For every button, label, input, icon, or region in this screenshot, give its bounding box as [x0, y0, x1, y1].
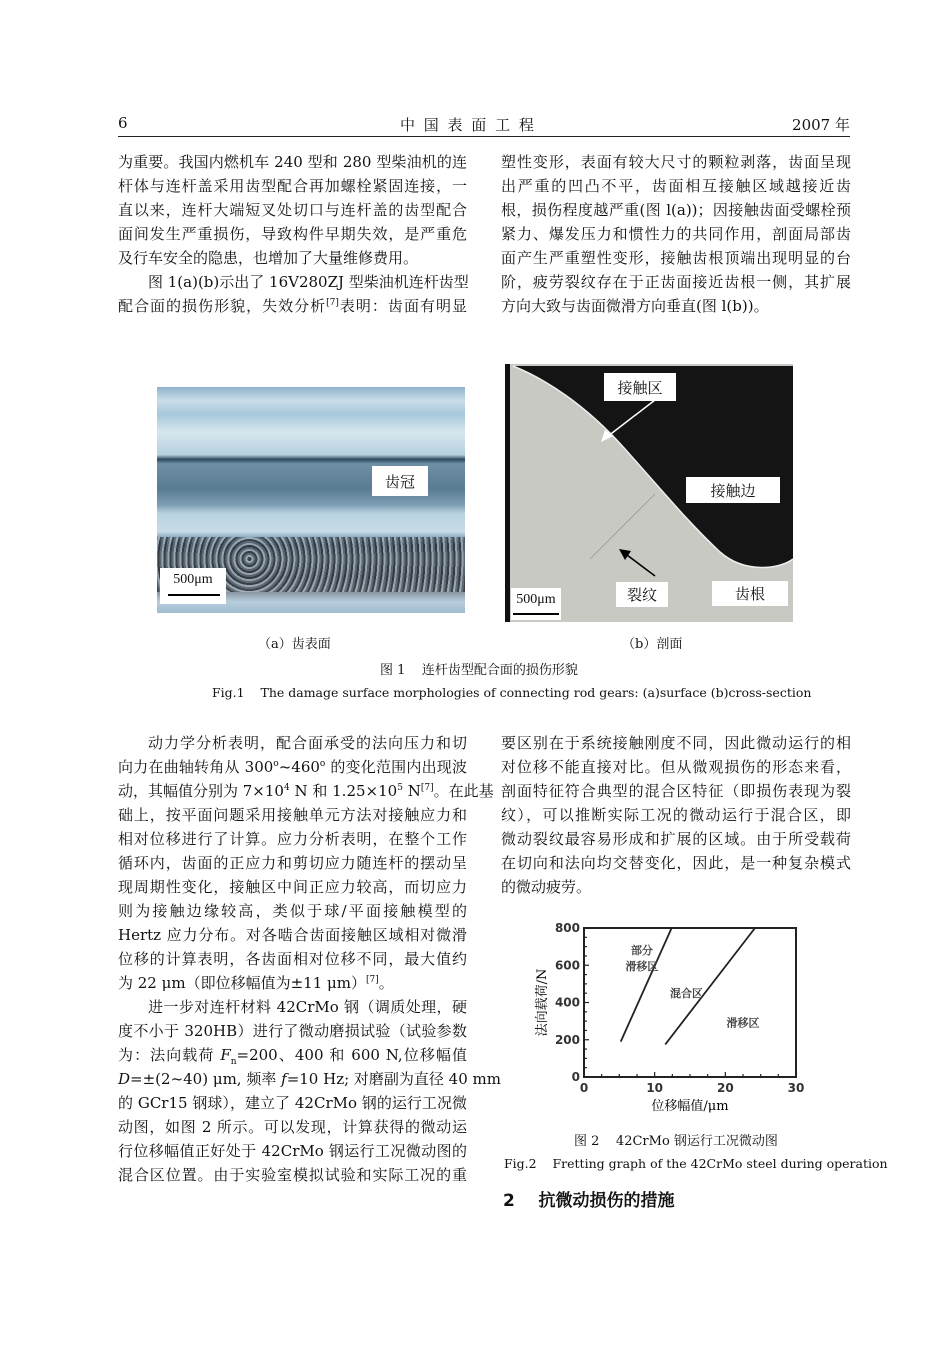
text-segment: N: [402, 782, 421, 800]
scale-bar-a-label: 500μm: [173, 572, 213, 587]
text-line: [118, 246, 467, 270]
text-line: [118, 1019, 467, 1043]
text-segment: 对位移不能直接对比。但从微观损伤的形态来看，: [501, 758, 851, 776]
text-line: [118, 1163, 467, 1187]
text-i: D: [118, 1070, 131, 1088]
y-tick-label: 600: [554, 958, 580, 973]
text-segment: 。在此基: [433, 782, 494, 800]
text-segment: 为：法向载荷: [118, 1046, 221, 1064]
text-segment: 表明：齿面有明显: [338, 297, 467, 315]
text-line: [118, 1043, 467, 1067]
text-segment: 动力学分析表明，配合面承受的法向压力和切: [148, 734, 467, 752]
text-segment: 则为接触边缘较高，类似于球/平面接触模型的: [118, 902, 467, 920]
left-column-top-text: [118, 150, 467, 318]
text-line: [118, 1115, 467, 1139]
text-line: [118, 150, 467, 174]
figure-2-caption-en: Fig.2 Fretting graph of the 42CrMo steel during operation: [504, 1156, 888, 1171]
text-line: [501, 875, 851, 899]
text-segment: 混合区位置。由于实验室模拟试验和实际工况的重: [118, 1166, 467, 1184]
text-segment: 。: [378, 974, 394, 992]
text-segment: 的 GCr15 钢球），建立了 42CrMo 钢的运行工况微: [118, 1094, 467, 1112]
right-column-top-text: [501, 150, 851, 318]
text-line: [501, 246, 851, 270]
text-segment: 相对位移进行了计算。应力分析表明，在整个工作: [118, 830, 467, 848]
journal-year: 2007 年: [792, 116, 850, 134]
text-line: [118, 198, 467, 222]
text-line: [501, 198, 851, 222]
figure-1-caption-cn: 图 1 连杆齿型配合面的损伤形貌: [380, 663, 578, 678]
text-line: [501, 731, 851, 755]
text-i: F: [220, 1046, 231, 1064]
text-line: [118, 174, 467, 198]
text-segment: 位移的计算表明，各齿面相对位移不同，最大值约: [118, 950, 467, 968]
plot-frame: [584, 928, 796, 1077]
text-segment: 动，其幅值分别为 7×10: [118, 782, 284, 800]
text-sup: 5: [397, 783, 403, 793]
region-label: 混合区: [669, 986, 703, 1000]
text-line: [501, 222, 851, 246]
text-sub: n: [230, 1057, 237, 1067]
text-segment: 杆体与连杆盖采用齿型配合再加螺栓紧固连接，一: [118, 177, 467, 195]
label-tooth-root: 齿根: [712, 581, 788, 606]
text-segment: 面间发生严重损伤，导致构件早期失效，是严重危: [118, 225, 467, 243]
journal-title: 中 国 表 面 工 程: [400, 116, 536, 134]
label-contact-edge: 接触边: [686, 477, 780, 503]
text-sup: 4: [283, 783, 290, 793]
region-label: 滑移区: [625, 960, 659, 974]
y-axis-label: 法向载荷/N: [535, 968, 550, 1037]
text-line: [118, 731, 467, 755]
text-line: [118, 1091, 467, 1115]
text-line: [118, 899, 467, 923]
text-line: [118, 803, 467, 827]
text-sup: [7]: [366, 975, 379, 985]
text-line: [118, 1139, 467, 1163]
text-segment: 进一步对连杆材料 42CrMo 钢（调质处理，硬: [148, 998, 467, 1016]
figure-2-caption-cn: 图 2 42CrMo 钢运行工况微动图: [574, 1134, 778, 1149]
text-segment: 向力在曲轴转角从 300: [118, 758, 274, 776]
right-column-bottom-text: [501, 731, 851, 899]
y-tick-label: 800: [554, 921, 580, 935]
section-2-heading: 2 抗微动损伤的措施: [503, 1191, 675, 1211]
text-line: [118, 1067, 501, 1091]
label-tooth-crown: 齿冠: [372, 466, 428, 496]
text-segment: 微动裂纹最容易形成和扩展的区域。由于所受载荷: [501, 830, 851, 848]
header-rule: [118, 136, 850, 137]
text-line: [501, 150, 851, 174]
text-segment: 的微动疲劳。: [501, 878, 592, 896]
text-line: [501, 851, 851, 875]
figure-1-caption-en: Fig.1 The damage surface morphologies of connecting rod gears: (a)surface (b)cross-section: [212, 685, 812, 700]
text-line: [118, 875, 467, 899]
text-segment: 直以来，连杆大端短叉处切口与连杆盖的齿型配合: [118, 201, 467, 219]
text-line: [501, 755, 851, 779]
x-tick-label: 0: [579, 1081, 589, 1095]
text-line: [501, 270, 851, 294]
text-sup: o: [273, 759, 279, 769]
text-segment: 及行车安全的隐患，也增加了大量维修费用。: [118, 249, 419, 267]
text-line: [501, 803, 851, 827]
text-line: [118, 971, 467, 995]
text-sup: [7]: [420, 783, 434, 793]
page-number: 6: [118, 114, 128, 132]
text-segment: 为重要。我国内燃机车 240 型和 280 型柴油机的连: [118, 153, 467, 171]
text-segment: 剖面特征符合典型的混合区特征（即损伤表现为裂: [501, 782, 851, 800]
text-segment: 在切向和法向均交替变化，因此，是一种复杂模式: [501, 854, 851, 872]
text-line: [501, 779, 851, 803]
text-line: [118, 995, 467, 1019]
label-contact-zone: 接触区: [604, 373, 676, 401]
text-segment: 紧力、爆发压力和惯性力的共同作用，剖面局部齿: [501, 225, 851, 243]
scale-bar-b: [511, 588, 561, 620]
text-line: [501, 174, 851, 198]
text-segment: =10 Hz; 对磨副为直径 40 mm: [286, 1070, 501, 1088]
text-line: [118, 294, 467, 318]
scale-bar-b-label: 500μm: [516, 592, 556, 607]
label-crack: 裂纹: [616, 582, 668, 607]
text-segment: N 和 1.25×10: [289, 782, 398, 800]
text-line: [118, 923, 467, 947]
text-segment: 度不小于 320HB）进行了微动磨损试验（试验参数: [118, 1022, 467, 1040]
text-segment: 的变化范围内出现波: [325, 758, 467, 776]
text-segment: 图 1(a)(b)示出了 16V280ZJ 型柴油机连杆齿型: [148, 273, 469, 291]
text-segment: 要区别在于系统接触刚度不同，因此微动运行的相: [501, 734, 851, 752]
text-segment: 础上，按平面问题采用接触单元方法对接触应力和: [118, 806, 467, 824]
text-segment: 面产生严重塑性变形，接触齿根顶端出现明显的台: [501, 249, 851, 267]
region-label: 部分: [630, 944, 653, 958]
text-segment: 配合面的损伤形貌，失效分析: [118, 297, 327, 315]
scale-bar-a: [160, 568, 226, 604]
x-tick-label: 10: [646, 1081, 664, 1095]
text-segment: ~460: [278, 758, 320, 776]
text-line: [118, 851, 467, 875]
text-segment: =200、400 和 600 N,位移幅值: [236, 1046, 467, 1064]
text-segment: 动图，如图 2 所示。可以发现，计算获得的微动运: [118, 1118, 467, 1136]
text-line: [118, 270, 467, 294]
text-segment: 阶，疲劳裂纹存在于正齿面接近齿根一侧，其扩展: [501, 273, 851, 291]
y-tick-label: 400: [554, 995, 580, 1010]
figure-1b-subcaption: （b）剖面: [622, 637, 683, 652]
text-sup: o: [319, 759, 326, 769]
text-segment: 行位移幅值正好处于 42CrMo 钢运行工况微动图的: [118, 1142, 467, 1160]
text-line: [118, 827, 467, 851]
text-segment: 现周期性变化，接触区中间正应力较高，而切应力: [118, 878, 467, 896]
text-line: [118, 222, 467, 246]
text-segment: =±(2~40) μm, 频率: [130, 1070, 282, 1088]
x-tick-label: 30: [787, 1081, 805, 1095]
text-segment: 根，损伤程度越严重(图 l(a))；因接触齿面受螺栓预: [501, 201, 851, 219]
text-segment: 纹），可以推断实际工况的微动运行于混合区，即: [501, 806, 851, 824]
text-sup: [7]: [326, 298, 339, 308]
y-tick-label: 0: [571, 1070, 580, 1084]
x-tick-label: 20: [716, 1081, 734, 1095]
text-segment: 方向大致与齿面微滑方向垂直(图 l(b))。: [501, 297, 769, 315]
text-line: [118, 947, 467, 971]
left-column-bottom-text: [118, 731, 501, 1187]
text-segment: 为 22 μm（即位移幅值为±11 μm）: [118, 974, 366, 992]
region-label: 滑移区: [726, 1016, 760, 1030]
text-line: [501, 294, 851, 318]
text-line: [118, 755, 467, 779]
text-segment: 出严重的凹凸不平，齿面相互接触区域越接近齿: [501, 177, 851, 195]
text-line: [118, 779, 494, 803]
text-line: [501, 827, 851, 851]
text-segment: 循环内，齿面的正应力和剪切应力随连杆的摆动呈: [118, 854, 467, 872]
text-i: f: [281, 1070, 287, 1088]
y-tick-label: 200: [554, 1032, 580, 1047]
text-segment: 塑性变形，表面有较大尺寸的颗粒剥落，齿面呈现: [501, 153, 851, 171]
figure-2-fretting-map-chart: [530, 915, 820, 1125]
figure-1a-subcaption: （a）齿表面: [258, 637, 331, 652]
text-segment: Hertz 应力分布。对各啮合齿面接触区域相对微滑: [118, 926, 467, 944]
x-axis-label: 位移幅值/μm: [651, 1099, 729, 1114]
